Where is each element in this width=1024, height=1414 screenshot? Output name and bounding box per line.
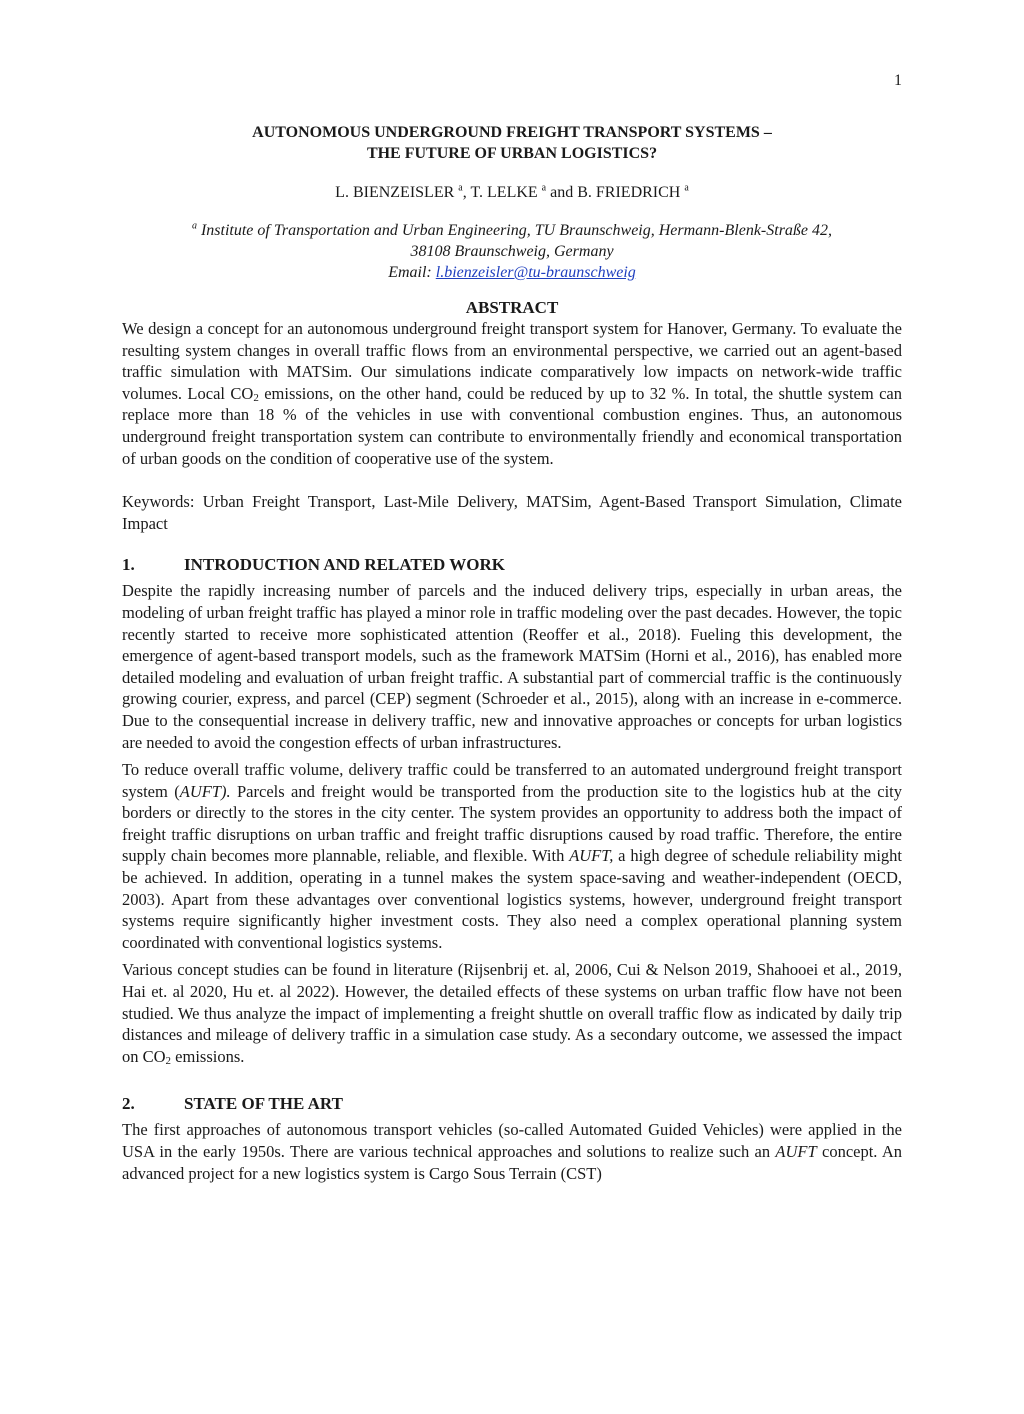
- section-1-paragraph-2: To reduce overall traffic volume, delivery traffic could be transferred to an automated underground freight transport system (AUFT). Parcels and freight would be transported from the production site to the logistics hub at the city borders or directly to the stores in the city center. The system provides an opportunity to address both the impact of freight traffic disruptions on urban traffic and freight traffic disruptions caused by road traffic. Therefore, the entire supply chain becomes more plannable, reliable, and flexible. With AUFT, a high degree of schedule reliability might be achieved. In addition, operating in a tunnel makes the system space-saving and weather-independent (OECD, 2003). Apart from these advantages over conventional logistics systems, however, underground freight transport systems require significantly higher investment costs. They also need a complex operational planning system coordinated with conventional logistics systems.: [122, 760, 902, 952]
- paper-title: [122, 122, 902, 164]
- abstract-heading: ABSTRACT: [465, 298, 559, 317]
- affiliation: [122, 220, 902, 283]
- section-2-paragraph-1: The first approaches of autonomous transport vehicles (so-called Automated Guided Vehicles) were applied in the USA in the early 1950s. There are various technical approaches and solutions to realize such an AUFT concept. An advanced project for a new logistics system is Cargo Sous Terrain (CST): [122, 1120, 902, 1183]
- section-1-heading: 1. INTRODUCTION AND RELATED WORK: [122, 555, 505, 575]
- email-line: Email: l.bienzeisler@tu-braunschweig: [388, 264, 636, 281]
- affil-mark: a: [458, 182, 463, 194]
- affil-mark: a: [191, 220, 197, 232]
- author-2: T. LELKE: [470, 184, 538, 201]
- affiliation-line-1: $^a$ Institute of Transportation and Urban Engineering, TU Braunschweig, Hermann-Blenk-Straße 42,: [191, 220, 833, 239]
- page-number: 1: [894, 72, 902, 89]
- section-1-paragraph-3: Various concept studies can be found in literature (Rijsenbrij et. al, 2006, Cui & Nelson 2019, Shahooei et al., 2019, Hai et. al 2020, Hu et. al 2022). However, the detailed effects of these systems on urban traffic flow have not been studied. We thus analyze the impact of implementing a freight shuttle on overall traffic flow as indicated by daily trip distances and mileage of delivery traffic in a simulation case study. As a secondary outcome, we assessed the impact on $CO_2$ emissions.: [122, 960, 902, 1067]
- author-list: L. BIENZEISLER $^a$, T. LELKE $^a$ and B. FRIEDRICH $^a$: [335, 182, 689, 201]
- affil-mark: a: [684, 182, 689, 194]
- affiliation-line-2: 38108 Braunschweig, Germany: [410, 243, 614, 260]
- author-1: L. BIENZEISLER: [335, 184, 455, 201]
- title-line-1: AUTONOMOUS UNDERGROUND FREIGHT TRANSPORT SYSTEMS –: [252, 124, 772, 141]
- title-line-2: THE FUTURE OF URBAN LOGISTICS?: [366, 145, 658, 162]
- section-1-paragraph-1: Despite the rapidly increasing number of parcels and the induced delivery trips, especially in urban areas, the modeling of urban freight traffic has played a minor role in traffic modeling over the past decades. However, the topic recently started to receive more sophisticated attention (Reoffer et al., 2018). Fueling this development, the emergence of agent-based transport models, such as the framework MATSim (Horni et al., 2016), has enabled more detailed modeling and evaluation of urban freight traffic. A substantial part of commercial traffic is the continuously growing courier, express, and parcel (CEP) segment (Schroeder et al., 2015), along with an increase in e-commerce. Due to the consequential increase in delivery traffic, new and innovative approaches or concepts for urban logistics are needed to avoid the congestion effects of urban infrastructures.: [122, 581, 902, 752]
- affil-mark: a: [541, 182, 547, 194]
- keywords: Keywords: Urban Freight Transport, Last-Mile Delivery, MATSim, Agent-Based Transport Simulation, Climate Impact: [122, 492, 902, 533]
- author-3: B. FRIEDRICH: [577, 184, 681, 201]
- section-2-heading: 2. STATE OF THE ART: [122, 1094, 343, 1114]
- abstract-text: We design a concept for an autonomous underground freight transport system for Hanover, Germany. To evaluate the resulting system changes in overall traffic flows from an environmental perspective, we carried out an agent-based traffic simulation with MATSim. Our simulations indicate comparatively low impacts on network-wide traffic volumes. Local $CO_2$ emissions, on the other hand, could be reduced by up to 32 %. In total, the shuttle system can replace more than 18 % of the vehicles in use with conventional combustion engines. Thus, an autonomous underground freight transportation system can contribute to environmentally friendly and economical transportation of urban goods on the condition of cooperative use of the system.: [122, 319, 902, 468]
- email-link[interactable]: l.bienzeisler@tu-braunschweig: [435, 264, 636, 281]
- paper-content: [122, 122, 902, 1184]
